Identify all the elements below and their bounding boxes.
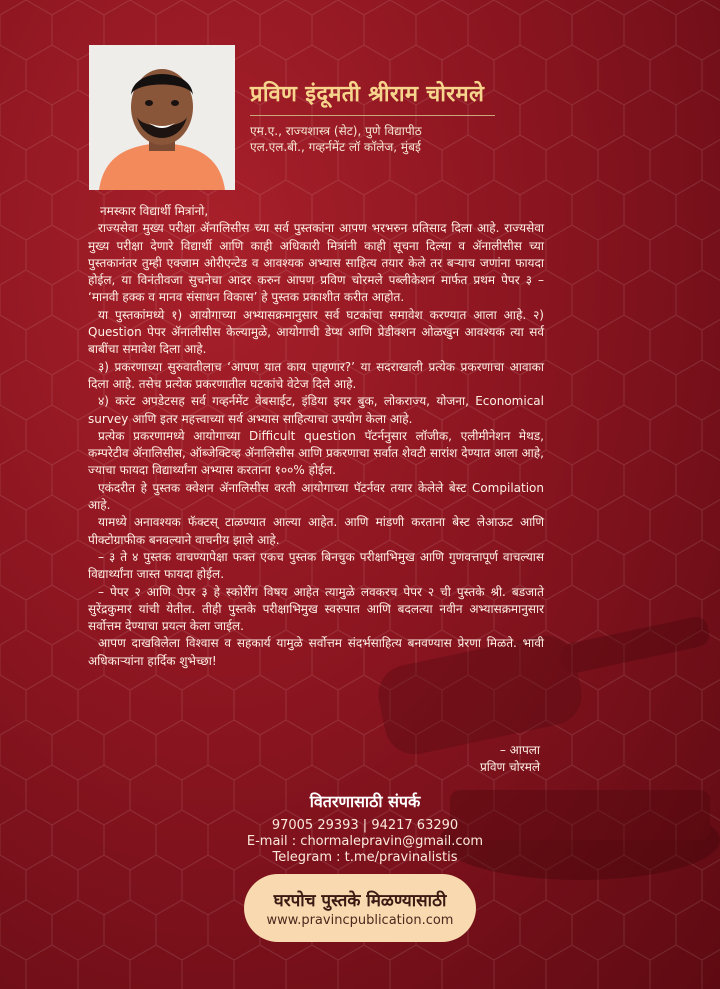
contact-title: वितरणासाठी संपर्क <box>309 792 421 811</box>
qualification-line: एल.एल.बी., गव्हर्नमेंट लॉ कॉलेज, मुंबई <box>250 140 421 154</box>
letter-paragraph: एकंदरीत हे पुस्तक क्वेशन ॲनालिसीस वरती आयोगाच्या पॅटर्नवर तयार केलेले बेस्ट Compilation आहे. <box>88 480 544 513</box>
letter-paragraph: आपण दाखविलेला विश्वास व सहकार्य यामुळे सर्वोत्तम संदर्भसाहित्य बनवण्यास प्रेरणा मिळते. भावी अधिकाऱ्यांना हार्दिक शुभेच्छा! <box>88 636 544 668</box>
distribution-contact <box>240 790 490 866</box>
contact-email[interactable]: E-mail : chormalepravin@gmail.com <box>246 834 484 849</box>
author-name: प्रविण इंदूमती श्रीराम चोरमले <box>250 82 485 107</box>
signature-name: प्रविण चोरमले <box>479 760 540 774</box>
website-link[interactable]: www.pravincpublication.com <box>266 913 454 928</box>
letter-paragraph: प्रत्येक प्रकरणामध्ये आयोगाच्या Difficult question पॅटर्ननुसार लॉजीक, एलीमीनेशन मेथड, कम्परेटीव ॲनालिसीस, ऑब्जेक्टिव्ह ॲनालिसीस आणि प्रकरणाचा सर्वात शेवटी सारांश देण्यात आला आहे, ज्याचा फायदा विद्यार्थ्यांना अभ्यास करताना १००% होईल. <box>88 428 544 478</box>
badge-title: घरपोच पुस्तके मिळण्यासाठी <box>273 891 447 911</box>
website-badge[interactable] <box>244 874 476 942</box>
letter-paragraph: या पुस्तकांमध्ये १) आयोगाच्या अभ्यासक्रमानुसार सर्व घटकांचा समावेश करण्यात आला आहे. २) Question पेपर ॲनालीसीस केल्यामुळे, आयोगाची डेप्थ आणि प्रेडीक्शन ओळखुन आवश्यक त्या सर्व बाबींचा समावेश दिला आहे. <box>88 307 544 357</box>
contact-phones[interactable]: 97005 29393 | 94217 63290 <box>271 818 459 833</box>
signoff-text: – आपला <box>499 743 540 757</box>
letter-greeting: नमस्कार विद्यार्थी मित्रांनो, <box>100 204 209 218</box>
letter-body <box>88 203 544 670</box>
letter-paragraph: यामध्ये अनावश्यक फॅक्टस् टाळण्यात आल्या आहेत. आणि मांडणी करताना बेस्ट लेआऊट आणि पीक्टोग्राफीक बनवल्याने वाचनीय झाले आहे. <box>88 515 544 547</box>
author-photo <box>89 45 235 190</box>
title-divider <box>250 115 495 116</box>
letter-signature <box>480 742 540 776</box>
author-portrait-icon <box>89 45 235 190</box>
letter-paragraph: – पेपर २ आणि पेपर ३ हे स्कोरींग विषय आहेत त्यामुळे लवकरच पेपर २ ची पुस्तके श्री. बडजाते सुरेंद्रकुमार यांची येतील. तीही पुस्तके परीक्षाभिमुख स्वरुपात आणि बदलत्या नवीन अभ्यासक्रमानुसार सर्वोत्तम देण्याचा प्रयत्न केला जाईल. <box>88 584 544 634</box>
letter-paragraph: ३) प्रकरणाच्या सुरुवातीलाच ‘आपण यात काय पाहणार?’ या सदराखाली प्रत्येक प्रकरणाचा आवाका दिला आहे. तसेच प्रत्येक प्रकरणातील घटकांचे वेटेज दिले आहे. <box>88 359 544 391</box>
letter-paragraph: ४) करंट अपडेटसह सर्व गव्हर्नमेंट वेबसाईट, इंडिया इयर बुक, लोकराज्य, योजना, Economical survey आणि इतर महत्त्वाच्या सर्व अभ्यास साहित्याचा उपयोग केला आहे. <box>88 394 544 426</box>
qualification-line: एम.ए., राज्यशास्त्र (सेट), पुणे विद्यापीठ <box>250 124 422 138</box>
letter-paragraph: – ३ ते ४ पुस्तक वाचण्यापेक्षा फक्त एकच पुस्तक बिनचुक परीक्षाभिमुख आणि गुणवत्तापूर्ण वाचल्यास विद्यार्थ्यांना जास्त फायदा होईल. <box>88 549 544 582</box>
letter-paragraph: राज्यसेवा मुख्य परीक्षा ॲनालिसीस च्या सर्व पुस्तकांना आपण भरभरुन प्रतिसाद दिला आहे. राज्यसेवा मुख्य परीक्षा देणारे विद्यार्थी आणि काही अधिकारी मित्रांनी काही सूचना दिल्या व ॲनालीसीस च्या पुस्तकानंतर तुम्ही एक्जाम ओरीएन्टेड व आवश्यक अभ्यास साहित्य तयार केले तर बऱ्याच जणांना फायदा होईल, या विनंतीवजा सुचनेचा आदर करुन आपण प्रविण चोरमले पब्लीकेशन मार्फत प्रथम पेपर ३ – ‘मानवी हक्क व मानव संसाधन विकास’ हे पुस्तक प्रकाशीत करीत आहोत. <box>88 221 544 305</box>
author-qualifications <box>250 123 422 155</box>
contact-telegram[interactable]: Telegram : t.me/pravinalistis <box>272 850 458 865</box>
